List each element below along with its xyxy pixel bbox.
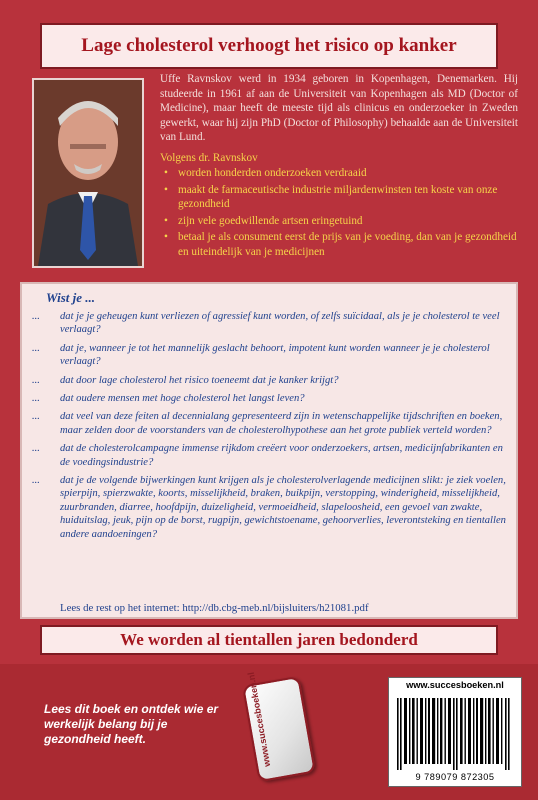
fact-item: ... dat door lage cholesterol het risico toeneemt dat je kanker krijgt?: [32, 374, 512, 387]
claim-item: • worden honderden onderzoeken verdraaid: [160, 166, 520, 181]
did-you-know-title: Wist je ...: [46, 290, 95, 305]
subheader-banner: [40, 625, 498, 655]
subheader-title: We worden al tientallen jaren bedonderd: [120, 630, 418, 649]
publisher-logo-text: www.succesboeken.nl: [245, 671, 273, 768]
publisher-url[interactable]: www.succesboeken.nl: [406, 680, 504, 690]
fact-item: ... dat je, wanneer je tot het mannelijk geslacht behoort, impotent kunt worden wanneer je je cholesterol verlaagt?: [32, 342, 512, 369]
facts-list: [32, 310, 512, 546]
claims-list: [160, 166, 520, 262]
title-banner: [40, 23, 498, 69]
isbn-number: 9 789079 872305: [415, 772, 495, 782]
fact-item: ... dat oudere mensen met hoge cholesterol het langst leven?: [32, 392, 512, 405]
fact-item: ... dat je de volgende bijwerkingen kunt krijgen als je cholesterolverlagende medicijnen slikt: je ziek voelen, spierpijn, spierzwakte, koorts, misselijkheid, braken, buikpijn, verstopping, winderigheid, misselijkheid, zuurbranden, diarree, hoofdpijn, duizeligheid, vermoeidheid, slapeloosheid, een gevoel van zwakte, huiduitslag, jeuk, pijn op de borst, rugpijn, gewichtstoename, gehoorverlies, leverontsteking en tientallen andere aandoeningen?: [32, 474, 512, 541]
author-portrait-image: [34, 80, 142, 266]
fact-item: ... dat veel van deze feiten al decennialang gepresenteerd zijn in wetenschappelijke tijdschriften en boeken, maar zelden door de voorstanders van de cholesterolhypothese aan het grote publiek verteld worden?: [32, 410, 512, 437]
author-photo: [32, 78, 144, 268]
barcode-panel: [388, 677, 522, 787]
fact-item: ... dat je je geheugen kunt verliezen of agressief kunt worden, of zelfs suïcidaal, als je je cholesterol te veel verlaagt?: [32, 310, 512, 337]
fact-item: ... dat de cholesterolcampagne immense rijkdom creëert voor onderzoekers, artsen, medicijnfabrikanten en de voedingsindustrie?: [32, 442, 512, 469]
claims-intro: Volgens dr. Ravnskov: [160, 152, 258, 164]
author-bio: Uffe Ravnskov werd in 1934 geboren in Kopenhagen, Denemarken. Hij studeerde in 1961 af aan de Universiteit van Kopenhagen als MD (Doctor of Medicine), maar heeft de meeste tijd als clinicus en onderzoeker in Zweden gewerkt, waar hij zijn PhD (Doctor of Philosophy) behaalde aan de Universiteit van Lund.: [160, 73, 518, 144]
claim-item: • zijn vele goedwillende artsen eringetuind: [160, 214, 520, 229]
did-you-know-box: [20, 282, 518, 619]
footer-tagline: Lees dit boek en ontdek wie er werkelijk belang bij je gezondheid heeft.: [44, 702, 219, 746]
read-more-link[interactable]: Lees de rest op het internet: http://db.cbg-meb.nl/bijsluiters/h21081.pdf: [60, 602, 369, 614]
claim-item: • maakt de farmaceutische industrie miljardenwinsten ten koste van onze gezondheid: [160, 183, 520, 212]
page-title: Lage cholesterol verhoogt het risico op kanker: [81, 35, 457, 56]
barcode-icon: [397, 698, 513, 770]
claim-item: • betaal je als consument eerst de prijs van je voeding, dan van je gezondheid en uiteindelijk van je medicijnen: [160, 230, 520, 259]
